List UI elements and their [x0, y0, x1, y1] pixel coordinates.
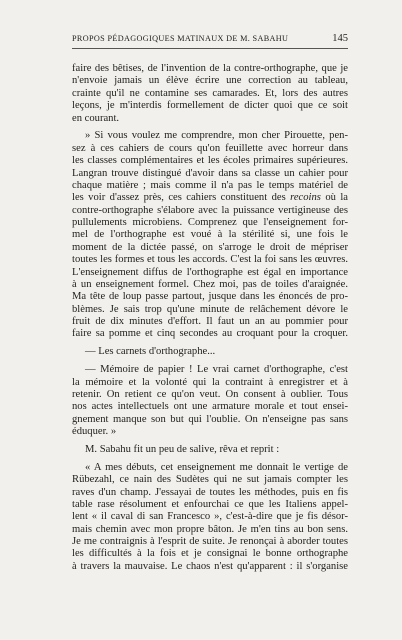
text-line: sez à ces cahiers de cours qu'on feuillette avec horreur dans — [72, 142, 348, 154]
text-line: la mémoire et la volonté qui la contraint à enregistrer et à — [72, 376, 348, 388]
text-line: fruit de dix minutes d'effort. Il faut un an au pommier pour — [72, 316, 348, 327]
text-line: n'envoie jamais un élève écrire une correction au tableau, — [72, 75, 348, 87]
text-line: retenir. On retient ce qu'on veut. On consent à oublier. Tous — [72, 388, 348, 400]
text-line: éduquer. » — [72, 426, 117, 437]
text-line: pullulements microbiens. Comprenez que l'enseignement for- — [72, 217, 348, 228]
text-line: — Mémoire de papier ! Le vrai carnet d'orthographe, c'est — [85, 364, 348, 376]
text-line: Je me contraignis à l'esprit de suite. Je renonçai à aborder toutes — [72, 536, 348, 547]
paragraph — [72, 346, 348, 358]
text-line: toutes les formes et tous les accords. C'est la foi sans les œuvres. — [72, 254, 348, 266]
text-line: leçons, je m'interdis formellement de dicter quoi que ce soit — [72, 100, 348, 112]
italic-word: recoins — [290, 192, 321, 204]
text-line: Rübezahl, ce nain des Sudètes qui ne sut jamais compter les — [72, 474, 348, 486]
text-line: moment de la dictée passé, on s'arroge le droit de mépriser — [72, 241, 348, 253]
page-number: 145 — [332, 33, 348, 44]
text-line: Langran trouve distingué d'avoir dans sa classe un cahier pour — [72, 167, 348, 179]
running-head — [72, 34, 348, 49]
text-line: L'enseignement diffus de l'orthographe est égal en importance — [72, 266, 348, 278]
text-line: contre-orthographe s'élabore avec la puissance vertigineuse des — [72, 204, 348, 216]
paragraph — [72, 63, 348, 125]
text-line: en courant. — [72, 112, 120, 124]
text-line: lent « il caval di san Francesco », c'est-à-dire que je fis désor- — [72, 511, 348, 523]
text-line: les classes complémentaires et les écoles primaires supérieures. — [72, 155, 348, 167]
text-line: mel de l'orthographe est voué à la stérilité si, une fois le — [72, 229, 348, 241]
text-line: les voir d'assez près, ces cahiers constituent des recoins où la — [72, 192, 348, 204]
text-line: « A mes débuts, cet enseignement me donnait le vertige de — [85, 461, 348, 473]
text-line: Ma tête de loup passe partout, jusque dans les énoncés de pro- — [72, 291, 348, 303]
page-body — [72, 63, 348, 573]
text-line: crainte qu'il ne contamine ses camarades. Et, lors des autres — [72, 87, 348, 99]
text-line: M. Sabahu fit un peu de salive, rêva et reprit : — [85, 443, 280, 455]
running-head-title: PROPOS PÉDAGOGIQUES MATINAUX DE M. SABAHU — [72, 34, 289, 43]
text-line: nos actes intellectuels ont une armature morale et tout ensei- — [72, 401, 348, 413]
text-line: les difficultés à la fois et je consignai le bonne orthographe — [72, 548, 348, 560]
text-line: table rase résolument et enfourchai ce que les Italiens appel- — [72, 498, 348, 510]
text-line: faire des bêtises, de l'invention de la contre-orthographe, que je — [72, 63, 348, 74]
text-line: — Les carnets d'orthographe... — [85, 346, 216, 358]
text-line: raves d'un champ. J'essayai de toutes les méthodes, puis en fis — [72, 486, 348, 498]
text-line: blèmes. Je sais trop qu'une minute de relâchement dévore le — [72, 303, 348, 315]
text-line: à travers la mauvaise. Le chaos n'est qu'apparent : il s'organise — [72, 560, 348, 572]
paragraph — [72, 462, 348, 573]
text-line: » Si vous voulez me comprendre, mon cher Pirouette, pen- — [85, 130, 348, 142]
text-line: mais chemin avec mon propre bâton. Je m'en tins au bon sens. — [72, 523, 348, 535]
paragraph — [72, 444, 348, 456]
text-line: chaque matière ; mais comme il n'a pas le temps matériel de — [72, 179, 348, 191]
paragraph — [72, 364, 348, 438]
text-line: à un enseignement formel. Chez moi, pas de toiles d'araignée. — [72, 278, 348, 290]
text-line: faire sa pomme et cinq secondes au croquant pour la croquer. — [72, 328, 348, 340]
text-line: gnement manque son but qui l'oublie. On n'enseigne pas sans — [72, 413, 348, 425]
paragraph — [72, 130, 348, 340]
